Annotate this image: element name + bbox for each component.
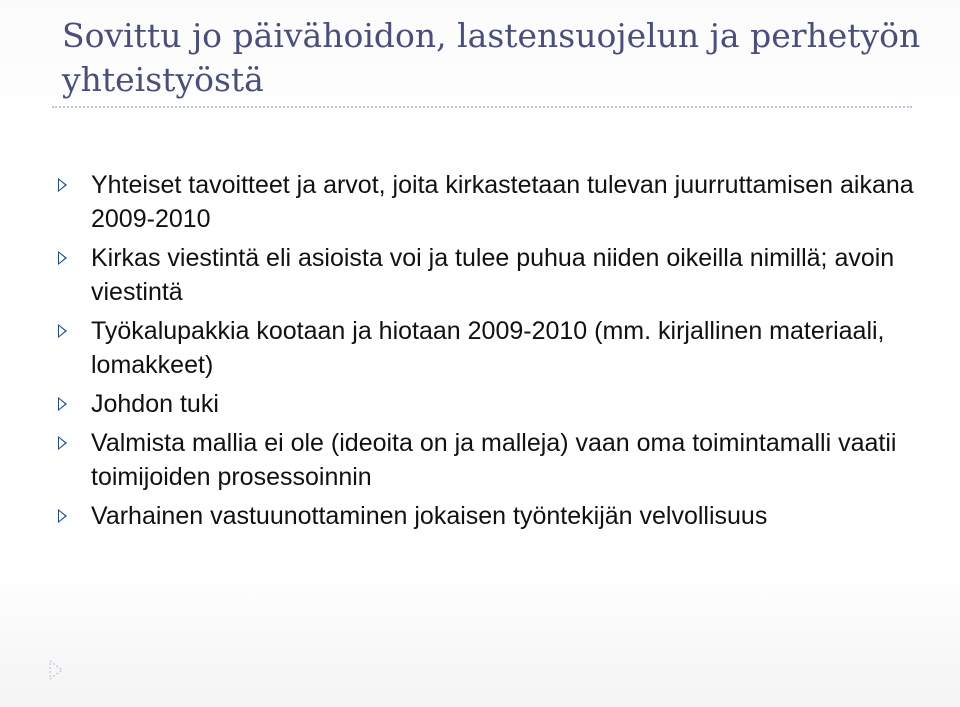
bullet-text: Kirkas viestintä eli asioista voi ja tulee puhua niiden oikeilla nimillä; avoin viestintä (91, 244, 895, 306)
triangle-bullet-icon (58, 397, 67, 411)
title-divider (52, 106, 912, 108)
bullet-text: Valmista mallia ei ole (ideoita on ja malleja) vaan oma toimintamalli vaatii toimijoiden prosessoinnin (91, 429, 897, 491)
bullet-item (58, 387, 918, 421)
bullet-list (58, 168, 918, 538)
bullet-text: Yhteiset tavoitteet ja arvot, joita kirkastetaan tulevan juurruttamisen aikana 2009-2010 (91, 171, 914, 233)
bullet-item (58, 499, 918, 533)
bullet-item (58, 426, 918, 494)
corner-arrow-icon (49, 660, 63, 680)
bullet-text: Varhainen vastuunottaminen jokaisen työntekijän velvollisuus (91, 502, 768, 530)
slide-title: Sovittu jo päivähoidon, lastensuojelun ja perhetyön yhteistyöstä (62, 16, 921, 99)
bullet-text: Työkalupakkia kootaan ja hiotaan 2009-2010 (mm. kirjallinen materiaali, lomakkeet) (91, 317, 885, 379)
triangle-bullet-icon (58, 178, 67, 192)
bullet-text: Johdon tuki (91, 390, 219, 418)
triangle-bullet-icon (58, 324, 67, 338)
bullet-item (58, 168, 918, 236)
triangle-bullet-icon (58, 251, 67, 265)
bullet-item (58, 241, 918, 309)
triangle-bullet-icon (58, 509, 67, 523)
triangle-bullet-icon (58, 436, 67, 450)
bullet-item (58, 314, 918, 382)
